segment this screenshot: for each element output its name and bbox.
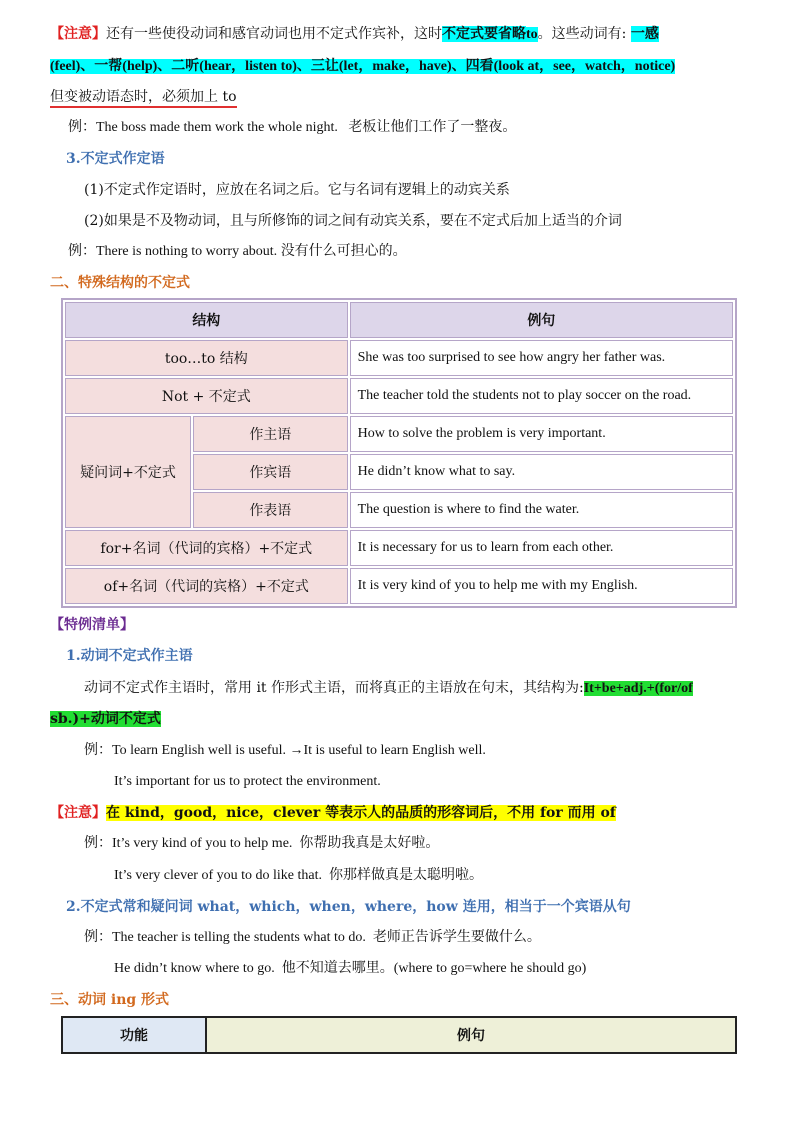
table-row: 作宾语 He didn’t know what to say.	[65, 454, 733, 490]
section-title-3: 3.不定式作定语	[66, 151, 165, 167]
note1-line3: 但变被动语态时，必须加上 to	[50, 86, 237, 108]
note2: 【注意】在 kind，good，nice，clever 等表示人的品质的形容词后，不用 for 而用 of	[50, 805, 616, 821]
special-list-title: 【特例清单】	[50, 617, 134, 633]
table-row: for+名词（代词的宾格）+不定式 It is necessary for us to learn from each other.	[65, 530, 733, 566]
sec3-example: 例：There is nothing to worry about. 没有什么可担心的。	[68, 244, 407, 259]
table-row: 疑问词+不定式 作主语 How to solve the problem is very important.	[65, 416, 733, 452]
note2-example-1: 例：It’s very kind of you to help me. 你帮助我真是太好啦。	[84, 836, 440, 851]
table-row: too…to 结构 She was too surprised to see how angry her father was.	[65, 340, 733, 376]
table-row: 作表语 The question is where to find the water.	[65, 492, 733, 528]
example1: 例：The boss made them work the whole night. 老板让他们工作了一整夜。	[68, 120, 517, 135]
special-1-example-2: It’s important for us to protect the environment.	[114, 774, 381, 789]
header-function: 功能	[62, 1017, 206, 1053]
sec3-p1: (1)不定式作定语时，应放在名词之后。它与名词有逻辑上的动宾关系	[84, 182, 510, 198]
header-example: 例句	[350, 302, 733, 338]
special-1-text-cont: sb.)+动词不定式	[50, 711, 161, 727]
special-section-1-title: 1.动词不定式作主语	[66, 648, 193, 664]
sec3-p2: (2)如果是不及物动词，且与所修饰的词之间有动宾关系，要在不定式后加上适当的介词	[84, 213, 622, 229]
function-table	[61, 1016, 737, 1054]
table-row: Not + 不定式 The teacher told the students not to play soccer on the road.	[65, 378, 733, 414]
structure-table	[61, 298, 737, 608]
table-row: of+名词（代词的宾格）+不定式 It is very kind of you to help me with my English.	[65, 568, 733, 604]
note1-line2: (feel)、一帮(help)、二听(hear，listen to)、三让(let，make，have)、四看(look at，see，watch，notice)	[50, 59, 676, 74]
section-title-ing: 三、动词 ing 形式	[50, 992, 170, 1008]
special-1-example-1: 例：To learn English well is useful. →It is useful to learn English well.	[84, 743, 486, 758]
special-2-example-1: 例：The teacher is telling the students what to do. 老师正告诉学生要做什么。	[84, 930, 541, 945]
note1-line1: 【注意】还有一些使役动词和感官动词也用不定式作宾补，这时不定式要省略to。这些动词有: 一感	[50, 26, 659, 42]
table-header-row	[65, 302, 733, 338]
header-example: 例句	[206, 1017, 736, 1053]
table-header-row	[62, 1017, 736, 1053]
special-section-2-title: 2.不定式常和疑问词 what，which，when，where，how 连用，相当于一个宾语从句	[66, 899, 631, 915]
special-1-text: 动词不定式作主语时，常用 it 作形式主语，而将真正的主语放在句末，其结构为:It+be+adj.+(for/of	[84, 680, 693, 696]
note2-example-2: It’s very clever of you to do like that. 你那样做真是太聪明啦。	[114, 868, 483, 883]
note-tag: 【注意】	[50, 805, 106, 821]
section-title-special: 二、特殊结构的不定式	[50, 275, 190, 291]
note-tag: 【注意】	[50, 26, 106, 42]
special-2-example-2: He didn’t know where to go. 他不知道去哪里。(where to go=where he should go)	[114, 961, 587, 976]
header-structure: 结构	[65, 302, 348, 338]
